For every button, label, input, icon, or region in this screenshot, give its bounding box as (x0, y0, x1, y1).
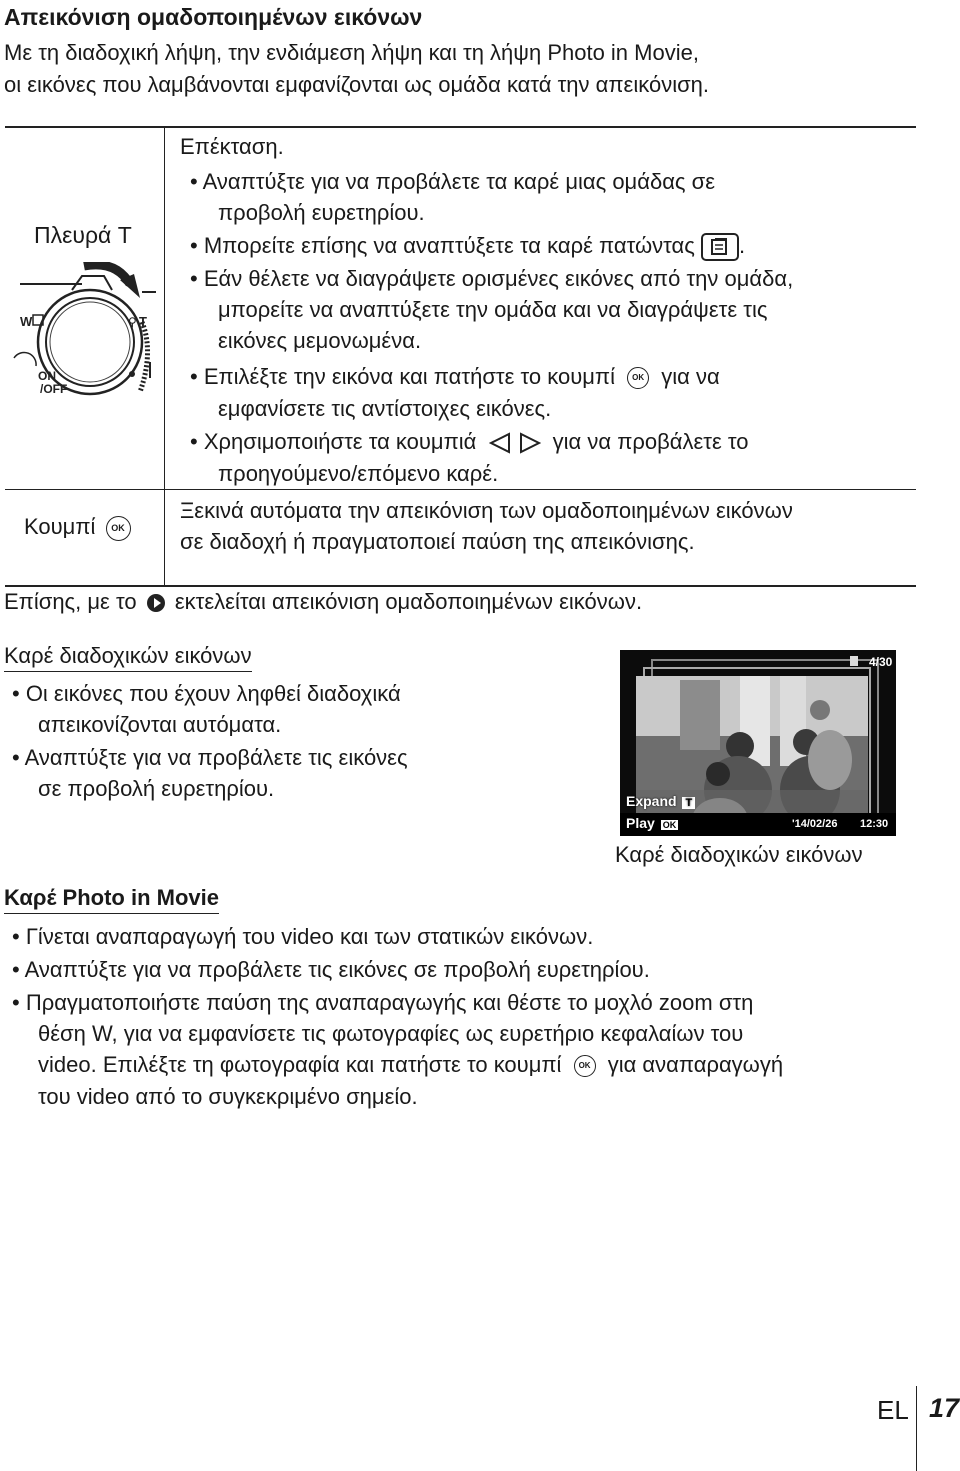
pim-bullet-3-cont3: του video από το συγκεκριμένο σημείο. (38, 1084, 418, 1109)
expand-title: Επέκταση. (180, 134, 284, 159)
expand-bullet-4 (190, 364, 720, 390)
svg-text:T: T (139, 314, 147, 329)
pim-bullet-2: • Αναπτύξτε για να προβάλετε τις εικόνες σε προβολή ευρετηρίου. (12, 957, 650, 982)
play-text: Play (626, 815, 655, 831)
footer-divider (916, 1386, 917, 1471)
burst-bullet-2-cont: σε προβολή ευρετηρίου. (38, 776, 275, 801)
label-ok-button (24, 514, 131, 541)
capture-date: '14/02/26 (792, 818, 838, 830)
expand-bullet-4-tail: για να (661, 364, 720, 389)
burst-caption: Καρέ διαδοχικών εικόνων (615, 842, 863, 867)
expand-bullet-5 (190, 429, 749, 455)
also-post: εκτελείται απεικόνιση ομαδοποιημένων εικόνων. (174, 589, 643, 614)
expand-bullet-5-text: • Χρησιμοποιήστε τα κουμπιά (190, 429, 477, 454)
page-number: 17 (929, 1393, 960, 1423)
pim-bullet-1: • Γίνεται αναπαραγωγή του video και των στατικών εικόνων. (12, 924, 594, 949)
pim-bullet-3-cont2 (38, 1052, 783, 1078)
ok-button-icon: OK (106, 516, 131, 541)
expand-label (626, 793, 695, 809)
expand-bullet-3: • Εάν θέλετε να διαγράψετε ορισμένες εικόνες από την ομάδα, (190, 266, 794, 291)
also-play-line (4, 589, 642, 615)
play-button-icon (147, 594, 165, 612)
expand-bullet-2-text: • Μπορείτε επίσης να αναπτύξετε τα καρέ πατώντας (190, 233, 695, 258)
burst-screen-illustration (620, 650, 896, 836)
table-bottom-rule (5, 585, 916, 587)
label-ok-button-text: Κουμπί (24, 514, 96, 539)
intro-line-1: Με τη διαδοχική λήψη, την ενδιάμεση λήψη και τη λήψη Photo in Movie, (4, 40, 699, 65)
ok-desc-line-1: Ξεκινά αυτόματα την απεικόνιση των ομαδοποιημένων εικόνων (180, 498, 793, 523)
expand-bullet-4-cont: εμφανίσετε τις αντίστοιχες εικόνες. (218, 396, 552, 421)
capture-time: 12:30 (860, 818, 889, 830)
expand-bullet-2 (190, 233, 745, 261)
burst-bullet-1-cont: απεικονίζονται αυτόματα. (38, 712, 282, 737)
pim-bullet-3-cont2-tail: για αναπαραγωγή (607, 1052, 784, 1077)
table-top-rule (5, 126, 916, 128)
also-pre: Επίσης, με το (4, 589, 137, 614)
pim-bullet-3-cont: θέση W, για να εμφανίσετε τις φωτογραφίες ως ευρετήριο κεφαλαίων του (38, 1021, 744, 1046)
expand-bullet-3-cont: μπορείτε να αναπτύξετε την ομάδα και να διαγράψετε τις (218, 297, 768, 322)
expand-bullet-3-cont2: εικόνες μεμονωμένα. (218, 328, 422, 353)
expand-text: Expand (626, 793, 677, 809)
ok-key-icon: OK (662, 820, 677, 830)
ok-button-icon: OK (574, 1055, 596, 1077)
t-key-icon: T (682, 797, 695, 809)
intro-line-2: οι εικόνες που λαμβάνονται εμφανίζονται ως ομάδα κατά την απεικόνιση. (4, 72, 710, 97)
table-column-divider (164, 128, 165, 585)
play-label (626, 815, 678, 831)
pim-section-heading: Καρέ Photo in Movie (4, 885, 219, 914)
svg-text:ON: ON (38, 369, 56, 383)
language-code: EL (877, 1395, 909, 1425)
camera-zoom-lever-illustration (12, 262, 162, 412)
expand-bullet-1-cont: προβολή ευρετηρίου. (218, 200, 425, 225)
expand-bullet-4-text: • Επιλέξτε την εικόνα και πατήστε το κουμπί (190, 364, 615, 389)
expand-bullet-1: • Αναπτύξτε για να προβάλετε τα καρέ μιας ομάδας σε (190, 169, 716, 194)
burst-bullet-1: • Οι εικόνες που έχουν ληφθεί διαδοχικά (12, 681, 401, 706)
expand-bullet-2-period: . (738, 233, 746, 258)
svg-text:W: W (20, 314, 33, 329)
label-t-side: Πλευρά T (34, 222, 132, 248)
page-heading: Απεικόνιση ομαδοποιημένων εικόνων (4, 4, 423, 30)
ok-button-icon: OK (627, 367, 649, 389)
pim-bullet-3-cont2-text: video. Επιλέξτε τη φωτογραφία και πατήστε το κουμπί (38, 1052, 562, 1077)
delete-button-icon (701, 233, 739, 261)
table-row-divider (5, 489, 916, 490)
expand-bullet-5-cont: προηγούμενο/επόμενο καρέ. (218, 461, 499, 486)
pim-bullet-3: • Πραγματοποιήστε παύση της αναπαραγωγής και θέστε το μοχλό zoom στη (12, 990, 754, 1015)
burst-bullet-2: • Αναπτύξτε για να προβάλετε τις εικόνες (12, 745, 408, 770)
svg-text:⚲: ⚲ (128, 315, 137, 329)
burst-section-heading: Καρέ διαδοχικών εικόνων (4, 643, 252, 672)
ok-desc-line-2: σε διαδοχή ή πραγματοποιεί παύση της απεικόνισης. (180, 529, 695, 554)
expand-bullet-5-tail: για να προβάλετε το (552, 429, 749, 454)
frame-counter: 4/30 (869, 655, 893, 669)
svg-text:/OFF: /OFF (40, 382, 68, 396)
left-right-arrow-icon (489, 432, 541, 454)
